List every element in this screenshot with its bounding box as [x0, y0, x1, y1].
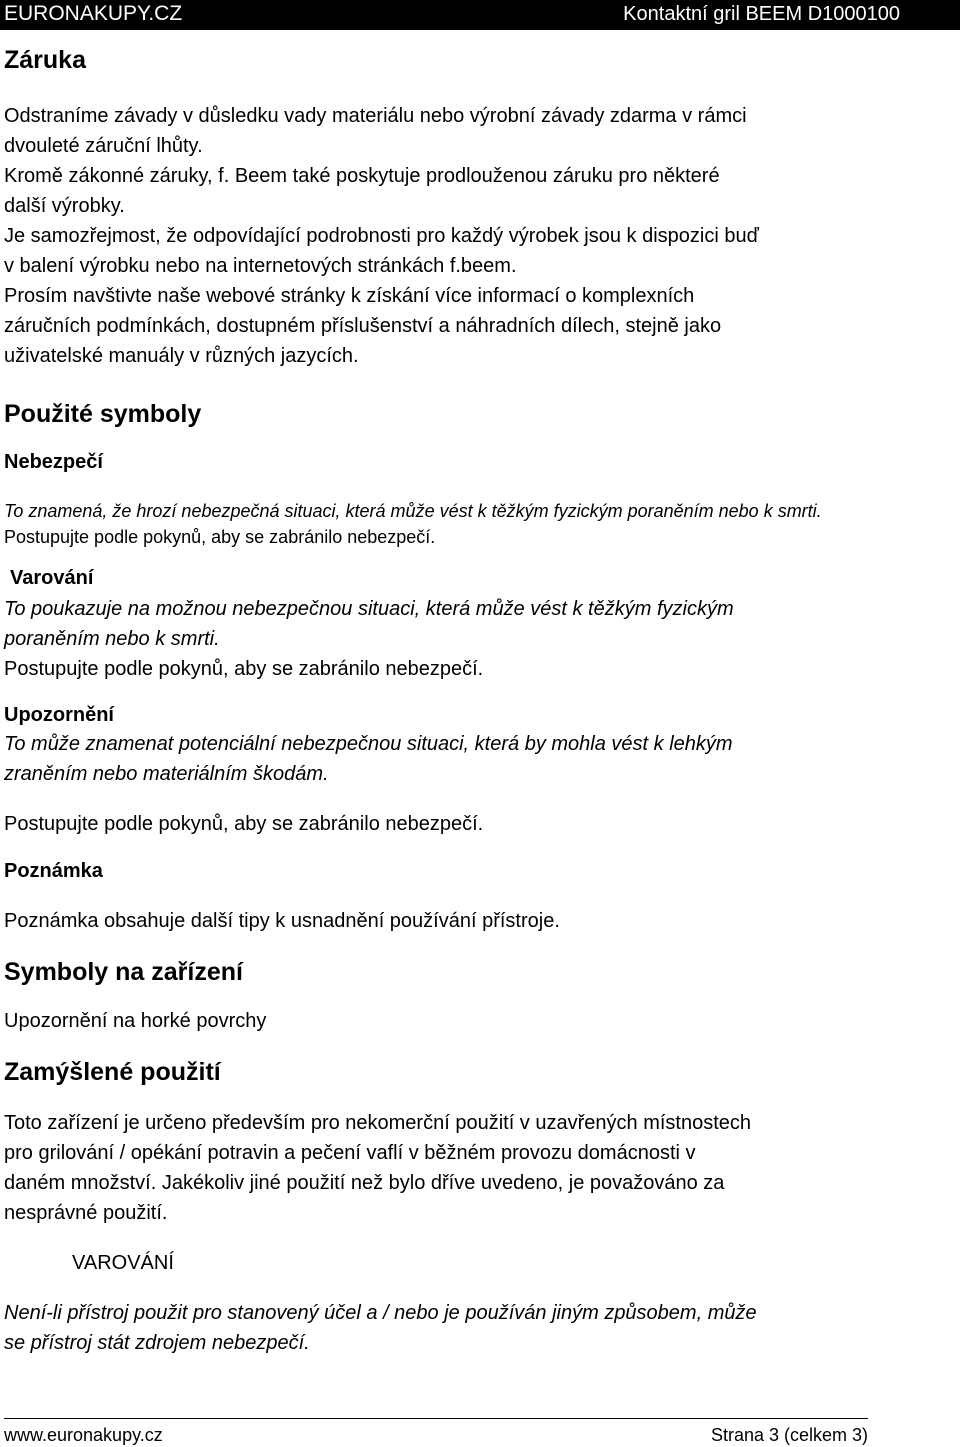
- site-name: EURONAKUPY.CZ: [4, 2, 183, 25]
- caution-body: [4, 729, 956, 789]
- warranty-line: Je samozřejmost, že odpovídající podrobnosti pro každý výrobek jsou k dispozici buď: [4, 225, 759, 247]
- note-text: Poznámka obsahuje další tipy k usnadnění používání přístroje.: [4, 910, 560, 932]
- warranty-line: další výrobky.: [4, 195, 125, 217]
- warranty-line: Kromě zákonné záruky, f. Beem také poskytuje prodlouženou záruku pro některé: [4, 165, 720, 187]
- danger-instruction: Postupujte podle pokynů, aby se zabránilo nebezpečí.: [4, 527, 436, 547]
- warranty-line: v balení výrobku nebo na internetových stránkách f.beem.: [4, 255, 517, 277]
- danger-text: To znamená, že hrozí nebezpečná situaci, která může vést k těžkým fyzickým poraněním nebo k smrti.: [4, 501, 822, 521]
- danger-title: Nebezpečí: [4, 451, 103, 473]
- intended-use-line: Toto zařízení je určeno především pro nekomerční použití v uzavřených místnostech: [4, 1112, 752, 1134]
- intended-use-warning-label: VAROVÁNÍ: [72, 1252, 174, 1274]
- page-header: [0, 0, 960, 30]
- intended-use-title: Zamýšlené použití: [4, 1058, 221, 1086]
- intended-use-line: nesprávné použití.: [4, 1202, 168, 1224]
- intended-use-warning-line: se přístroj stát zdrojem nebezpečí.: [4, 1332, 310, 1354]
- intended-use-warning-body: [4, 1298, 956, 1358]
- warning-instruction: Postupujte podle pokynů, aby se zabránilo nebezpečí.: [4, 658, 484, 680]
- warranty-body: [4, 101, 956, 371]
- warning-text-line: To poukazuje na možnou nebezpečnou situaci, která může vést k těžkým fyzickým: [4, 598, 734, 620]
- warning-body: [4, 594, 956, 684]
- device-symbols-text: Upozornění na horké povrchy: [4, 1010, 267, 1032]
- page-content: [4, 38, 956, 1358]
- intended-use-line: daném množství. Jakékoliv jiné použití než bylo dříve uvedeno, je považováno za: [4, 1172, 725, 1194]
- intended-use-body: [4, 1108, 956, 1228]
- caution-instruction: Postupujte podle pokynů, aby se zabránilo nebezpečí.: [4, 813, 484, 835]
- warranty-title: Záruka: [4, 46, 86, 74]
- symbols-title: Použité symboly: [4, 400, 202, 428]
- danger-body: [4, 498, 956, 550]
- warning-title: Varování: [10, 567, 94, 589]
- footer-url: www.euronakupy.cz: [4, 1425, 163, 1445]
- caution-title: Upozornění: [4, 704, 114, 726]
- page-number: Strana 3 (celkem 3): [710, 1425, 868, 1445]
- device-symbols-title: Symboly na zařízení: [4, 958, 243, 986]
- note-title: Poznámka: [4, 860, 103, 882]
- warranty-line: záručních podmínkách, dostupném příslušenství a náhradních dílech, stejně jako: [4, 315, 722, 337]
- intended-use-line: pro grilování / opékání potravin a pečení vaflí v běžném provozu domácnosti v: [4, 1142, 696, 1164]
- caution-text-line: zraněním nebo materiálním škodám.: [4, 763, 329, 785]
- page-footer: [4, 1418, 868, 1447]
- warranty-line: uživatelské manuály v různých jazycích.: [4, 345, 359, 367]
- intended-use-warning-line: Není-li přístroj použit pro stanovený účel a / nebo je používán jiným způsobem, může: [4, 1302, 757, 1324]
- warning-text-line: poraněním nebo k smrti.: [4, 628, 220, 650]
- product-name: Kontaktní gril BEEM D1000100: [623, 3, 900, 25]
- warranty-line: Odstraníme závady v důsledku vady materiálu nebo výrobní závady zdarma v rámci: [4, 105, 747, 127]
- caution-text-line: To může znamenat potenciální nebezpečnou situaci, která by mohla vést k lehkým: [4, 733, 733, 755]
- warranty-line: Prosím navštivte naše webové stránky k získání více informací o komplexních: [4, 285, 695, 307]
- warranty-line: dvouleté záruční lhůty.: [4, 135, 203, 157]
